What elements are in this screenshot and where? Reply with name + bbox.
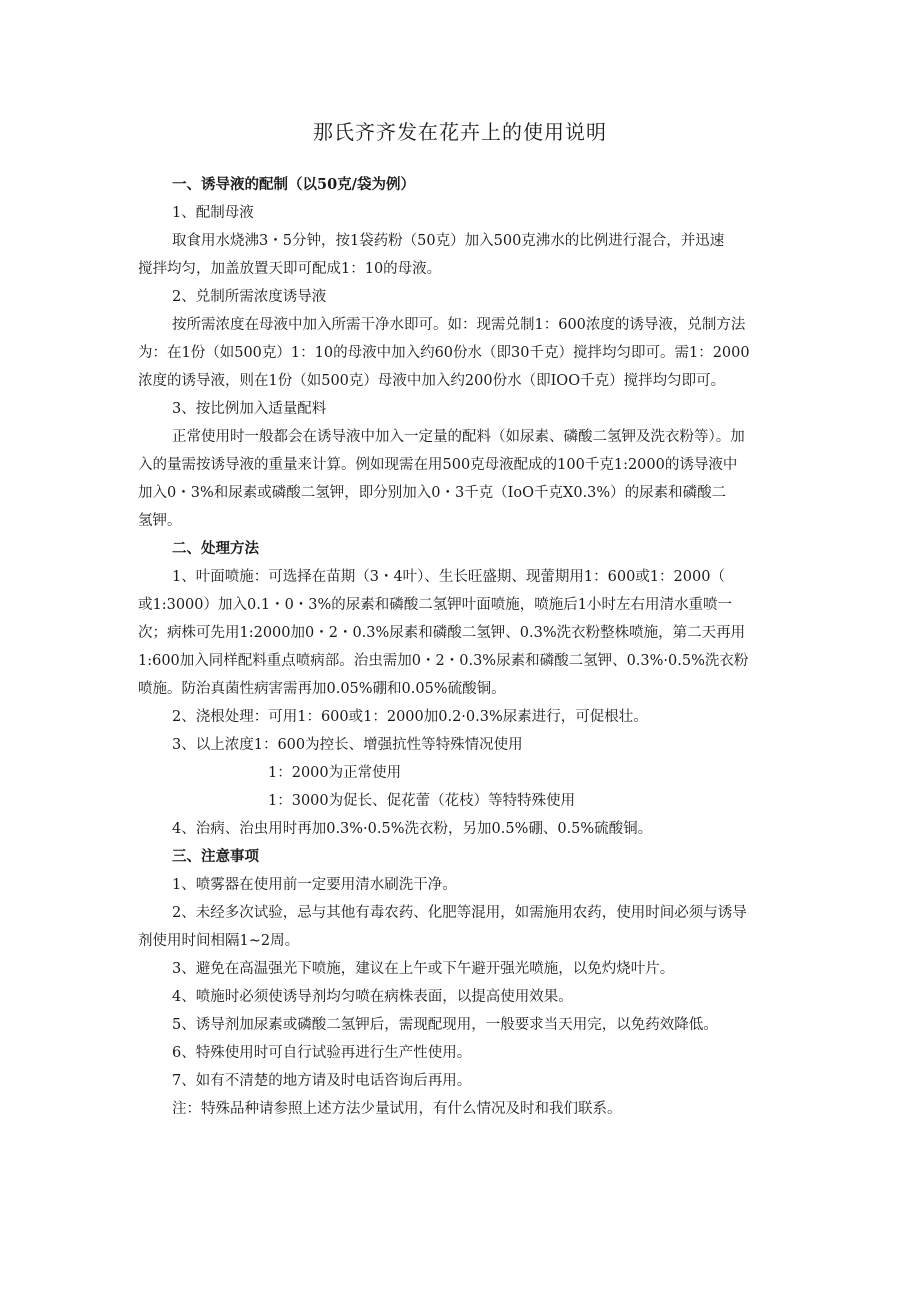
paragraph-line: 1、喷雾器在使用前一定要用清水刷洗干净。: [172, 877, 457, 893]
paragraph-line: 4、治病、治虫用时再加0.3%·0.5%洗衣粉，另加0.5%硼、0.5%硫酸铜。: [172, 821, 653, 837]
paragraph-line: 1、叶面喷施：可选择在苗期（3・4叶）、生长旺盛期、现蕾期用1：600或1：2000（: [172, 569, 725, 585]
paragraph-line: 2、浇根处理：可用1：600或1：2000加0.2·0.3%尿素进行，可促根壮。: [172, 709, 648, 725]
paragraph-line: 或1:3000）加入0.1・0・3%的尿素和磷酸二氢钾叶面喷施，喷施后1小时左右用清水重喷一: [138, 597, 733, 613]
paragraph-line: 加入0・3%和尿素或磷酸二氢钾，即分别加入0・3千克（IoO千克X0.3%）的尿素和磷酸二: [138, 485, 727, 501]
subheading: 3、按比例加入适量配料: [172, 401, 327, 417]
paragraph-line: 次；病株可先用1:2000加0・2・0.3%尿素和磷酸二氢钾、0.3%洗衣粉整株喷施，第二天再用: [138, 625, 746, 641]
paragraph-line: 搅拌均匀，加盖放置天即可配成1：10的母液。: [138, 261, 442, 277]
paragraph-line: 1：3000为促长、促花蕾（花枝）等特特殊使用: [268, 793, 576, 809]
page-title: 那氏齐齐发在花卉上的使用说明: [313, 120, 607, 144]
section-heading: 三、注意事项: [172, 848, 259, 865]
paragraph-line: 1:600加入同样配料重点喷病部。治虫需加0・2・0.3%尿素和磷酸二氢钾、0.3%·0.5%洗衣粉: [138, 653, 749, 669]
paragraph-line: 2、未经多次试验，忌与其他有毒农药、化肥等混用，如需施用农药，使用时间必须与诱导: [172, 905, 747, 921]
paragraph-line: 7、如有不清楚的地方请及时电话咨询后再用。: [172, 1073, 472, 1089]
section-heading: 二、处理方法: [172, 540, 259, 557]
section-heading: 一、诱导液的配制（以50克/袋为例）: [172, 176, 415, 193]
paragraph-line: 正常使用时一般都会在诱导液中加入一定量的配料（如尿素、磷酸二氢钾及洗衣粉等）。加: [172, 429, 745, 445]
paragraph-line: 按所需浓度在母液中加入所需干净水即可。如：现需兑制1：600浓度的诱导液，兑制方法: [172, 317, 746, 333]
paragraph-line: 6、特殊使用时可自行试验再进行生产性使用。: [172, 1045, 472, 1061]
paragraph-line: 1：2000为正常使用: [268, 765, 402, 781]
subheading: 2、兑制所需浓度诱导液: [172, 289, 327, 305]
paragraph-line: 入的量需按诱导液的重量来计算。例如现需在用500克母液配成的100千克1:2000的诱导液中: [138, 457, 738, 473]
paragraph-line: 浓度的诱导液，则在1份（如500克）母液中加入约200份水（即IOO千克）搅拌均匀即可。: [138, 373, 726, 389]
paragraph-line: 3、避免在高温强光下喷施，建议在上午或下午避开强光喷施，以免灼烧叶片。: [172, 961, 675, 977]
paragraph-line: 氢钾。: [138, 513, 182, 529]
paragraph-line: 为：在1份（如500克）1：10的母液中加入约60份水（即30千克）搅拌均匀即可。需1：2000: [138, 345, 750, 361]
paragraph-line: 喷施。防治真菌性病害需再加0.05%硼和0.05%硫酸铜。: [138, 681, 506, 697]
paragraph-line: 剂使用时间相隔1~2周。: [138, 933, 300, 949]
paragraph-line: 取食用水烧沸3・5分钟，按1袋药粉（50克）加入500克沸水的比例进行混合，并迅速: [172, 233, 725, 249]
paragraph-line: 3、以上浓度1：600为控长、增强抗性等特殊情况使用: [172, 737, 523, 753]
note-line: 注：特殊品种请参照上述方法少量试用，有什么情况及时和我们联系。: [172, 1101, 622, 1117]
paragraph-line: 4、喷施时必须使诱导剂均匀喷在病株表面，以提高使用效果。: [172, 989, 573, 1005]
subheading: 1、配制母液: [172, 205, 254, 221]
paragraph-line: 5、诱导剂加尿素或磷酸二氢钾后，需现配现用，一般要求当天用完，以免药效降低。: [172, 1017, 718, 1033]
